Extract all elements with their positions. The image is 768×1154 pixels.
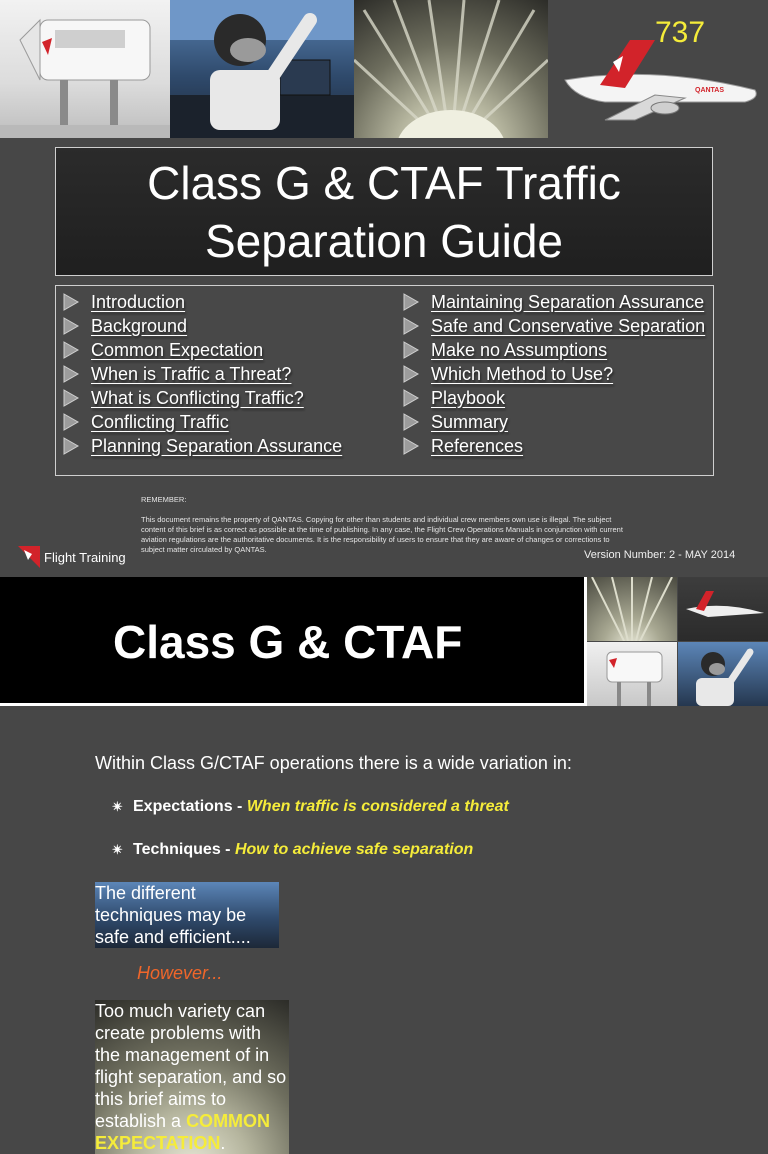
triangle-play-icon xyxy=(402,413,420,431)
engine-fan-photo xyxy=(354,0,548,138)
triangle-play-icon xyxy=(62,413,80,431)
toc-link-planning-separation[interactable]: Planning Separation Assurance xyxy=(91,435,343,456)
variation-list xyxy=(95,796,735,861)
triangle-play-icon xyxy=(62,293,80,311)
triangle-play-icon xyxy=(402,365,420,383)
toc-item[interactable] xyxy=(62,386,342,410)
svg-text:QANTAS: QANTAS xyxy=(695,87,725,94)
triangle-play-icon xyxy=(62,341,80,359)
aircraft-label: 737 xyxy=(655,16,706,49)
triangle-play-icon xyxy=(62,317,80,335)
section-title: Class G & CTAF xyxy=(113,616,463,668)
section-banner xyxy=(0,577,587,706)
document-title xyxy=(147,154,621,270)
triangle-play-icon xyxy=(402,389,420,407)
toc-link-playbook[interactable]: Playbook xyxy=(431,387,506,408)
triangle-play-icon xyxy=(62,389,80,407)
toc-link-conflicting-traffic[interactable]: Conflicting Traffic xyxy=(91,411,229,432)
triangle-play-icon xyxy=(402,293,420,311)
aircraft-thumbnail xyxy=(678,577,768,641)
section-body xyxy=(95,752,735,1154)
toc-link-common-expectation[interactable]: Common Expectation xyxy=(91,339,264,360)
toc-item[interactable] xyxy=(62,434,342,458)
simulator-thumbnail xyxy=(587,642,677,706)
intro-text: Within Class G/CTAF operations there is a wide variation in: xyxy=(95,753,572,773)
toc-link-no-assumptions[interactable]: Make no Assumptions xyxy=(431,339,608,360)
toc-link-introduction[interactable]: Introduction xyxy=(91,291,186,312)
triangle-play-icon xyxy=(62,365,80,383)
toc-item[interactable] xyxy=(402,314,705,338)
title-line-2: Separation Guide xyxy=(204,214,563,267)
document-title-box xyxy=(55,147,713,276)
engine-fan-thumbnail xyxy=(587,577,677,641)
triangle-play-icon xyxy=(402,317,420,335)
bullet-detail: When traffic is considered a threat xyxy=(246,798,509,815)
list-item xyxy=(112,796,735,818)
common-expectation-highlight: COMMON EXPECTATION xyxy=(95,1111,271,1153)
notice-text: This document remains the property of QANTAS. Copying for other than students and individual crew members own use is illegal. The subject content of this brief is as correct as possible at the time of publishing. In any case, the Flight Crew Operations Manuals in conjunction with current aviation regulations are the authoritative documents. It is the responsibility of users to ensure that they are aware of changes or corrections to subject matter circulated by QANTAS. xyxy=(141,515,623,554)
toc-item[interactable] xyxy=(402,386,705,410)
conclusion-main: Too much variety can create problems with the management of in flight separation, and so this brief aims to establish a xyxy=(95,1001,287,1131)
table-of-contents xyxy=(55,285,714,476)
toc-item[interactable] xyxy=(62,410,342,434)
title-line-1: Class G & CTAF Traffic xyxy=(147,156,621,209)
pilot-thumbnail xyxy=(678,642,768,706)
triangle-play-icon xyxy=(62,437,80,455)
toc-item[interactable] xyxy=(402,434,705,458)
copyright-notice xyxy=(141,495,631,565)
cockpit-pilot-photo xyxy=(170,0,354,138)
notice-heading: REMEMBER: xyxy=(141,495,187,504)
qantas-kangaroo-icon xyxy=(18,546,40,568)
section-photo-collage xyxy=(587,577,768,707)
triangle-play-icon xyxy=(402,437,420,455)
conclusion-end: . xyxy=(220,1133,226,1153)
toc-link-traffic-threat[interactable]: When is Traffic a Threat? xyxy=(91,363,292,384)
techniques-text: The different techniques may be safe and efficient.... xyxy=(95,882,279,948)
toc-item[interactable] xyxy=(402,362,705,386)
toc-item[interactable] xyxy=(62,338,342,362)
bullet-detail: How to achieve safe separation xyxy=(234,841,474,858)
version-number: Version Number: 2 - MAY 2014 xyxy=(584,549,736,561)
toc-item[interactable] xyxy=(62,314,342,338)
toc-link-maintaining-separation[interactable]: Maintaining Separation Assurance xyxy=(431,291,705,312)
however-text: However... xyxy=(137,963,223,983)
qantas-737-aircraft-icon xyxy=(545,20,768,130)
toc-item[interactable] xyxy=(402,410,705,434)
toc-item[interactable] xyxy=(62,290,342,314)
toc-link-background[interactable]: Background xyxy=(91,315,188,336)
toc-link-safe-separation[interactable]: Safe and Conservative Separation xyxy=(431,315,706,336)
toc-right-column xyxy=(402,290,705,458)
toc-link-which-method[interactable]: Which Method to Use? xyxy=(431,363,614,384)
triangle-play-icon xyxy=(402,341,420,359)
star-bullet-icon: ✴ xyxy=(112,799,123,814)
qantas-flight-training-logo xyxy=(18,546,126,568)
toc-item[interactable] xyxy=(402,338,705,362)
conclusion-text xyxy=(95,1000,289,1154)
toc-link-references[interactable]: References xyxy=(431,435,524,456)
list-item xyxy=(112,839,735,861)
bullet-label: Expectations - xyxy=(133,798,243,815)
toc-left-column xyxy=(62,290,342,458)
logo-text: Flight Training xyxy=(44,549,126,565)
toc-item[interactable] xyxy=(402,290,705,314)
toc-link-what-is-conflicting[interactable]: What is Conflicting Traffic? xyxy=(91,387,304,408)
bullet-label: Techniques - xyxy=(133,841,231,858)
toc-link-summary[interactable]: Summary xyxy=(431,411,509,432)
simulator-photo xyxy=(0,0,170,138)
toc-item[interactable] xyxy=(62,362,342,386)
star-bullet-icon: ✴ xyxy=(112,842,123,857)
